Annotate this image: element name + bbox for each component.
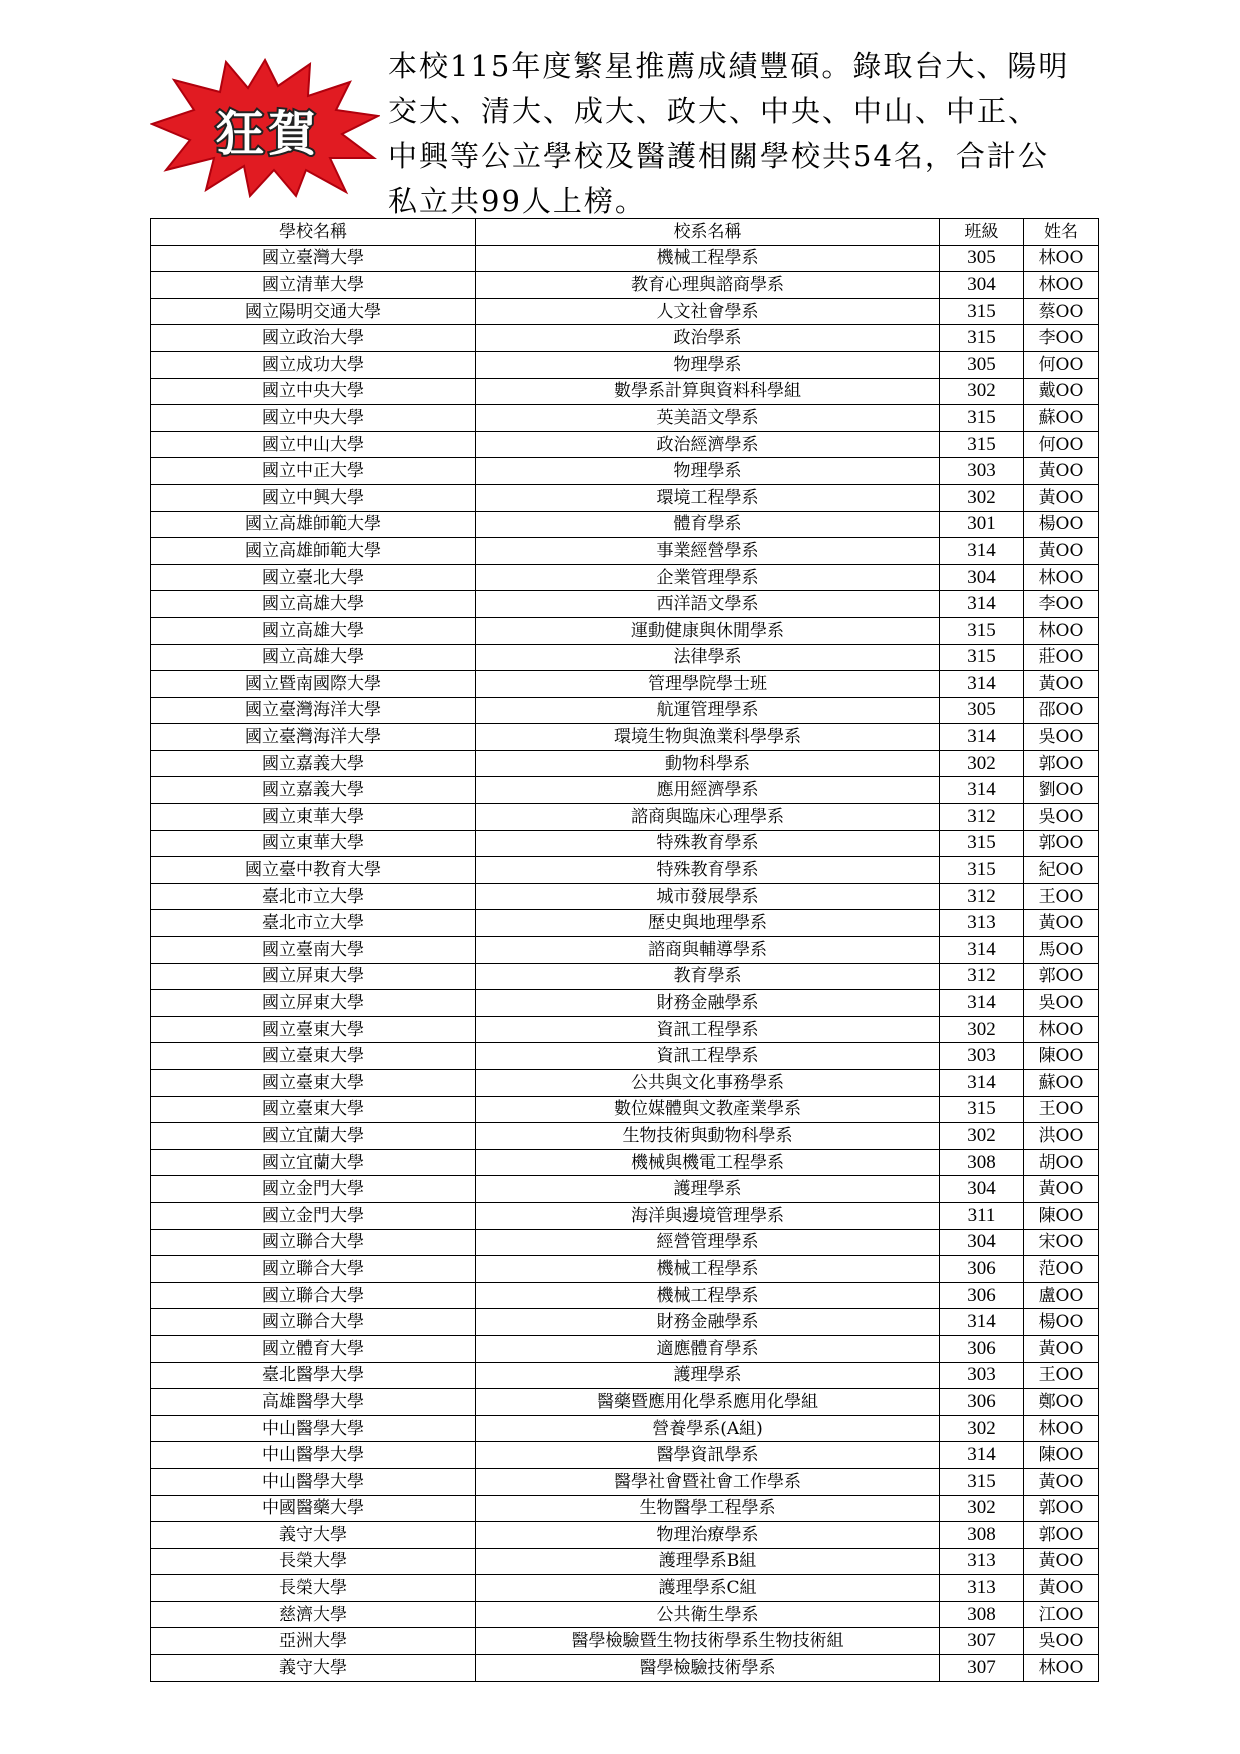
- student-name-cell: 李OO: [1024, 325, 1099, 352]
- student-name-cell: 范OO: [1024, 1256, 1099, 1283]
- table-row: [151, 511, 1099, 538]
- school-cell: 國立金門大學: [151, 1176, 476, 1203]
- student-name-cell: 鄭OO: [1024, 1389, 1099, 1416]
- department-cell: 經營管理學系: [476, 1229, 940, 1256]
- class-cell: 307: [940, 1628, 1024, 1655]
- class-cell: 302: [940, 1415, 1024, 1442]
- department-cell: 機械與機電工程學系: [476, 1149, 940, 1176]
- student-name-cell: 莊OO: [1024, 644, 1099, 671]
- table-row: [151, 298, 1099, 325]
- class-cell: 306: [940, 1282, 1024, 1309]
- school-cell: 國立臺灣海洋大學: [151, 724, 476, 751]
- student-name-cell: 黃OO: [1024, 484, 1099, 511]
- student-name-cell: 黃OO: [1024, 1575, 1099, 1602]
- department-cell: 城市發展學系: [476, 883, 940, 910]
- class-cell: 302: [940, 1016, 1024, 1043]
- class-cell: 308: [940, 1601, 1024, 1628]
- class-cell: 306: [940, 1256, 1024, 1283]
- student-name-cell: 李OO: [1024, 591, 1099, 618]
- class-cell: 303: [940, 1362, 1024, 1389]
- table-row: [151, 458, 1099, 485]
- department-cell: 西洋語文學系: [476, 591, 940, 618]
- school-cell: 國立聯合大學: [151, 1229, 476, 1256]
- school-cell: 國立中央大學: [151, 405, 476, 432]
- school-cell: 國立嘉義大學: [151, 777, 476, 804]
- school-cell: 國立嘉義大學: [151, 750, 476, 777]
- school-cell: 國立聯合大學: [151, 1282, 476, 1309]
- department-cell: 公共與文化事務學系: [476, 1070, 940, 1097]
- table-row: [151, 1202, 1099, 1229]
- department-cell: 物理學系: [476, 458, 940, 485]
- burst-text: 狂賀: [215, 106, 321, 162]
- table-row: [151, 697, 1099, 724]
- student-name-cell: 戴OO: [1024, 378, 1099, 405]
- department-cell: 護理學系: [476, 1176, 940, 1203]
- header-class: 班級: [940, 219, 1024, 246]
- class-cell: 302: [940, 484, 1024, 511]
- department-cell: 管理學院學士班: [476, 671, 940, 698]
- table-row: [151, 1415, 1099, 1442]
- student-name-cell: 黃OO: [1024, 1548, 1099, 1575]
- student-name-cell: 林OO: [1024, 1655, 1099, 1682]
- class-cell: 315: [940, 617, 1024, 644]
- class-cell: 312: [940, 883, 1024, 910]
- class-cell: 303: [940, 458, 1024, 485]
- school-cell: 義守大學: [151, 1522, 476, 1549]
- student-name-cell: 陳OO: [1024, 1043, 1099, 1070]
- class-cell: 306: [940, 1389, 1024, 1416]
- class-cell: 314: [940, 1442, 1024, 1469]
- student-name-cell: 林OO: [1024, 245, 1099, 272]
- school-cell: 國立東華大學: [151, 804, 476, 831]
- student-name-cell: 林OO: [1024, 564, 1099, 591]
- class-cell: 302: [940, 378, 1024, 405]
- school-cell: 國立中央大學: [151, 378, 476, 405]
- table-row: [151, 1655, 1099, 1682]
- table-row: [151, 1043, 1099, 1070]
- department-cell: 法律學系: [476, 644, 940, 671]
- class-cell: 302: [940, 750, 1024, 777]
- class-cell: 311: [940, 1202, 1024, 1229]
- department-cell: 動物科學系: [476, 750, 940, 777]
- student-name-cell: 蘇OO: [1024, 405, 1099, 432]
- department-cell: 護理學系: [476, 1362, 940, 1389]
- student-name-cell: 劉OO: [1024, 777, 1099, 804]
- department-cell: 營養學系(A組): [476, 1415, 940, 1442]
- department-cell: 資訊工程學系: [476, 1043, 940, 1070]
- school-cell: 國立宜蘭大學: [151, 1149, 476, 1176]
- student-name-cell: 林OO: [1024, 1016, 1099, 1043]
- school-cell: 國立臺灣海洋大學: [151, 697, 476, 724]
- student-name-cell: 林OO: [1024, 1415, 1099, 1442]
- class-cell: 302: [940, 1495, 1024, 1522]
- department-cell: 生物技術與動物科學系: [476, 1123, 940, 1150]
- school-cell: 國立金門大學: [151, 1202, 476, 1229]
- student-name-cell: 吳OO: [1024, 804, 1099, 831]
- department-cell: 物理學系: [476, 351, 940, 378]
- table-row: [151, 804, 1099, 831]
- class-cell: 314: [940, 1309, 1024, 1336]
- class-cell: 315: [940, 1096, 1024, 1123]
- student-name-cell: 郭OO: [1024, 1522, 1099, 1549]
- table-row: [151, 1282, 1099, 1309]
- class-cell: 304: [940, 272, 1024, 299]
- school-cell: 國立臺北大學: [151, 564, 476, 591]
- table-row: [151, 1628, 1099, 1655]
- department-cell: 財務金融學系: [476, 1309, 940, 1336]
- class-cell: 314: [940, 538, 1024, 565]
- class-cell: 301: [940, 511, 1024, 538]
- class-cell: 315: [940, 857, 1024, 884]
- school-cell: 國立體育大學: [151, 1335, 476, 1362]
- student-name-cell: 楊OO: [1024, 1309, 1099, 1336]
- department-cell: 企業管理學系: [476, 564, 940, 591]
- table-row: [151, 644, 1099, 671]
- school-cell: 國立臺東大學: [151, 1016, 476, 1043]
- student-name-cell: 邵OO: [1024, 697, 1099, 724]
- school-cell: 亞洲大學: [151, 1628, 476, 1655]
- department-cell: 諮商與臨床心理學系: [476, 804, 940, 831]
- student-name-cell: 林OO: [1024, 617, 1099, 644]
- class-cell: 314: [940, 937, 1024, 964]
- class-cell: 315: [940, 405, 1024, 432]
- school-cell: 國立陽明交通大學: [151, 298, 476, 325]
- department-cell: 特殊教育學系: [476, 830, 940, 857]
- student-name-cell: 郭OO: [1024, 963, 1099, 990]
- student-name-cell: 吳OO: [1024, 1628, 1099, 1655]
- table-row: [151, 1123, 1099, 1150]
- table-row: [151, 1495, 1099, 1522]
- table-row: [151, 1176, 1099, 1203]
- class-cell: 315: [940, 830, 1024, 857]
- department-cell: 機械工程學系: [476, 245, 940, 272]
- table-row: [151, 1309, 1099, 1336]
- headline-line: 交大、清大、成大、政大、中央、中山、中正、: [388, 94, 1040, 128]
- table-row: [151, 378, 1099, 405]
- department-cell: 海洋與邊境管理學系: [476, 1202, 940, 1229]
- school-cell: 國立臺東大學: [151, 1070, 476, 1097]
- table-row: [151, 351, 1099, 378]
- school-cell: 國立中山大學: [151, 431, 476, 458]
- department-cell: 特殊教育學系: [476, 857, 940, 884]
- student-name-cell: 王OO: [1024, 1096, 1099, 1123]
- admission-table-container: [150, 218, 1098, 1682]
- table-row: [151, 910, 1099, 937]
- headline-line: 本校115年度繁星推薦成績豐碩。錄取台大、陽明: [388, 49, 1070, 83]
- department-cell: 數位媒體與文教產業學系: [476, 1096, 940, 1123]
- student-name-cell: 宋OO: [1024, 1229, 1099, 1256]
- student-name-cell: 馬OO: [1024, 937, 1099, 964]
- school-cell: 國立高雄師範大學: [151, 538, 476, 565]
- student-name-cell: 王OO: [1024, 1362, 1099, 1389]
- department-cell: 諮商與輔導學系: [476, 937, 940, 964]
- table-header-row: [151, 219, 1099, 246]
- table-row: [151, 1389, 1099, 1416]
- school-cell: 國立聯合大學: [151, 1309, 476, 1336]
- table-row: [151, 1548, 1099, 1575]
- table-row: [151, 1016, 1099, 1043]
- table-row: [151, 883, 1099, 910]
- class-cell: 315: [940, 325, 1024, 352]
- table-row: [151, 431, 1099, 458]
- department-cell: 應用經濟學系: [476, 777, 940, 804]
- department-cell: 財務金融學系: [476, 990, 940, 1017]
- class-cell: 304: [940, 1176, 1024, 1203]
- header-name: 姓名: [1024, 219, 1099, 246]
- student-name-cell: 洪OO: [1024, 1123, 1099, 1150]
- student-name-cell: 黃OO: [1024, 1176, 1099, 1203]
- student-name-cell: 黃OO: [1024, 1468, 1099, 1495]
- school-cell: 國立屏東大學: [151, 963, 476, 990]
- class-cell: 314: [940, 990, 1024, 1017]
- school-cell: 國立臺中教育大學: [151, 857, 476, 884]
- school-cell: 長榮大學: [151, 1548, 476, 1575]
- table-row: [151, 830, 1099, 857]
- class-cell: 315: [940, 431, 1024, 458]
- class-cell: 304: [940, 564, 1024, 591]
- table-row: [151, 1575, 1099, 1602]
- class-cell: 302: [940, 1123, 1024, 1150]
- class-cell: 313: [940, 1575, 1024, 1602]
- school-cell: 長榮大學: [151, 1575, 476, 1602]
- class-cell: 313: [940, 1548, 1024, 1575]
- student-name-cell: 胡OO: [1024, 1149, 1099, 1176]
- student-name-cell: 黃OO: [1024, 538, 1099, 565]
- department-cell: 環境工程學系: [476, 484, 940, 511]
- department-cell: 生物醫學工程學系: [476, 1495, 940, 1522]
- class-cell: 305: [940, 351, 1024, 378]
- student-name-cell: 陳OO: [1024, 1442, 1099, 1469]
- class-cell: 305: [940, 245, 1024, 272]
- admission-table: [150, 218, 1099, 1682]
- class-cell: 314: [940, 591, 1024, 618]
- table-row: [151, 990, 1099, 1017]
- table-row: [151, 591, 1099, 618]
- school-cell: 中山醫學大學: [151, 1442, 476, 1469]
- department-cell: 航運管理學系: [476, 697, 940, 724]
- school-cell: 國立清華大學: [151, 272, 476, 299]
- student-name-cell: 林OO: [1024, 272, 1099, 299]
- headline-line: 私立共99人上榜。: [388, 184, 646, 218]
- school-cell: 國立聯合大學: [151, 1256, 476, 1283]
- school-cell: 中山醫學大學: [151, 1468, 476, 1495]
- department-cell: 歷史與地理學系: [476, 910, 940, 937]
- department-cell: 政治經濟學系: [476, 431, 940, 458]
- table-row: [151, 1256, 1099, 1283]
- class-cell: 314: [940, 777, 1024, 804]
- class-cell: 303: [940, 1043, 1024, 1070]
- school-cell: 臺北醫學大學: [151, 1362, 476, 1389]
- school-cell: 國立成功大學: [151, 351, 476, 378]
- department-cell: 醫學社會暨社會工作學系: [476, 1468, 940, 1495]
- student-name-cell: 黃OO: [1024, 458, 1099, 485]
- student-name-cell: 何OO: [1024, 351, 1099, 378]
- table-row: [151, 724, 1099, 751]
- department-cell: 教育學系: [476, 963, 940, 990]
- student-name-cell: 郭OO: [1024, 1495, 1099, 1522]
- department-cell: 物理治療學系: [476, 1522, 940, 1549]
- school-cell: 慈濟大學: [151, 1601, 476, 1628]
- table-row: [151, 405, 1099, 432]
- class-cell: 306: [940, 1335, 1024, 1362]
- table-row: [151, 1229, 1099, 1256]
- table-row: [151, 1362, 1099, 1389]
- student-name-cell: 蔡OO: [1024, 298, 1099, 325]
- student-name-cell: 紀OO: [1024, 857, 1099, 884]
- class-cell: 307: [940, 1655, 1024, 1682]
- department-cell: 資訊工程學系: [476, 1016, 940, 1043]
- table-row: [151, 325, 1099, 352]
- table-row: [151, 564, 1099, 591]
- school-cell: 國立宜蘭大學: [151, 1123, 476, 1150]
- table-row: [151, 1149, 1099, 1176]
- table-row: [151, 1468, 1099, 1495]
- table-row: [151, 538, 1099, 565]
- table-row: [151, 617, 1099, 644]
- class-cell: 312: [940, 963, 1024, 990]
- class-cell: 315: [940, 1468, 1024, 1495]
- class-cell: 313: [940, 910, 1024, 937]
- table-row: [151, 1522, 1099, 1549]
- department-cell: 護理學系B組: [476, 1548, 940, 1575]
- class-cell: 308: [940, 1149, 1024, 1176]
- table-row: [151, 1601, 1099, 1628]
- table-row: [151, 963, 1099, 990]
- school-cell: 國立中正大學: [151, 458, 476, 485]
- department-cell: 教育心理與諮商學系: [476, 272, 940, 299]
- table-row: [151, 1096, 1099, 1123]
- congratulations-burst-logo: [150, 58, 380, 198]
- school-cell: 臺北市立大學: [151, 910, 476, 937]
- header-school: 學校名稱: [151, 219, 476, 246]
- student-name-cell: 楊OO: [1024, 511, 1099, 538]
- class-cell: 314: [940, 1070, 1024, 1097]
- student-name-cell: 王OO: [1024, 883, 1099, 910]
- table-row: [151, 671, 1099, 698]
- student-name-cell: 郭OO: [1024, 750, 1099, 777]
- student-name-cell: 蘇OO: [1024, 1070, 1099, 1097]
- department-cell: 數學系計算與資料科學組: [476, 378, 940, 405]
- department-cell: 醫學檢驗技術學系: [476, 1655, 940, 1682]
- school-cell: 國立中興大學: [151, 484, 476, 511]
- student-name-cell: 黃OO: [1024, 671, 1099, 698]
- department-cell: 醫學檢驗暨生物技術學系生物技術組: [476, 1628, 940, 1655]
- table-row: [151, 245, 1099, 272]
- class-cell: 308: [940, 1522, 1024, 1549]
- student-name-cell: 吳OO: [1024, 724, 1099, 751]
- table-row: [151, 777, 1099, 804]
- school-cell: 國立臺南大學: [151, 937, 476, 964]
- table-body: [151, 245, 1099, 1681]
- class-cell: 305: [940, 697, 1024, 724]
- department-cell: 英美語文學系: [476, 405, 940, 432]
- school-cell: 國立政治大學: [151, 325, 476, 352]
- class-cell: 315: [940, 298, 1024, 325]
- department-cell: 事業經營學系: [476, 538, 940, 565]
- school-cell: 國立臺東大學: [151, 1043, 476, 1070]
- student-name-cell: 盧OO: [1024, 1282, 1099, 1309]
- table-row: [151, 937, 1099, 964]
- class-cell: 312: [940, 804, 1024, 831]
- table-row: [151, 857, 1099, 884]
- student-name-cell: 何OO: [1024, 431, 1099, 458]
- school-cell: 國立高雄大學: [151, 644, 476, 671]
- student-name-cell: 江OO: [1024, 1601, 1099, 1628]
- department-cell: 體育學系: [476, 511, 940, 538]
- department-cell: 護理學系C組: [476, 1575, 940, 1602]
- class-cell: 314: [940, 671, 1024, 698]
- student-name-cell: 陳OO: [1024, 1202, 1099, 1229]
- school-cell: 國立高雄大學: [151, 591, 476, 618]
- department-cell: 政治學系: [476, 325, 940, 352]
- school-cell: 國立屏東大學: [151, 990, 476, 1017]
- department-cell: 機械工程學系: [476, 1282, 940, 1309]
- class-cell: 315: [940, 644, 1024, 671]
- school-cell: 臺北市立大學: [151, 883, 476, 910]
- school-cell: 國立暨南國際大學: [151, 671, 476, 698]
- student-name-cell: 吳OO: [1024, 990, 1099, 1017]
- department-cell: 醫學資訊學系: [476, 1442, 940, 1469]
- table-row: [151, 1442, 1099, 1469]
- headline-line: 中興等公立學校及醫護相關學校共54名，合計公: [388, 139, 1049, 173]
- school-cell: 中國醫藥大學: [151, 1495, 476, 1522]
- student-name-cell: 黃OO: [1024, 910, 1099, 937]
- class-cell: 314: [940, 724, 1024, 751]
- department-cell: 醫藥暨應用化學系應用化學組: [476, 1389, 940, 1416]
- department-cell: 人文社會學系: [476, 298, 940, 325]
- department-cell: 適應體育學系: [476, 1335, 940, 1362]
- department-cell: 環境生物與漁業科學學系: [476, 724, 940, 751]
- school-cell: 國立東華大學: [151, 830, 476, 857]
- school-cell: 國立高雄師範大學: [151, 511, 476, 538]
- table-row: [151, 1335, 1099, 1362]
- table-row: [151, 750, 1099, 777]
- school-cell: 義守大學: [151, 1655, 476, 1682]
- department-cell: 機械工程學系: [476, 1256, 940, 1283]
- school-cell: 國立臺灣大學: [151, 245, 476, 272]
- table-row: [151, 272, 1099, 299]
- announcement-headline: [388, 44, 1108, 224]
- department-cell: 公共衛生學系: [476, 1601, 940, 1628]
- student-name-cell: 郭OO: [1024, 830, 1099, 857]
- header-department: 校系名稱: [476, 219, 940, 246]
- school-cell: 國立臺東大學: [151, 1096, 476, 1123]
- school-cell: 國立高雄大學: [151, 617, 476, 644]
- table-row: [151, 1070, 1099, 1097]
- department-cell: 運動健康與休閒學系: [476, 617, 940, 644]
- student-name-cell: 黃OO: [1024, 1335, 1099, 1362]
- school-cell: 中山醫學大學: [151, 1415, 476, 1442]
- class-cell: 304: [940, 1229, 1024, 1256]
- table-row: [151, 484, 1099, 511]
- school-cell: 高雄醫學大學: [151, 1389, 476, 1416]
